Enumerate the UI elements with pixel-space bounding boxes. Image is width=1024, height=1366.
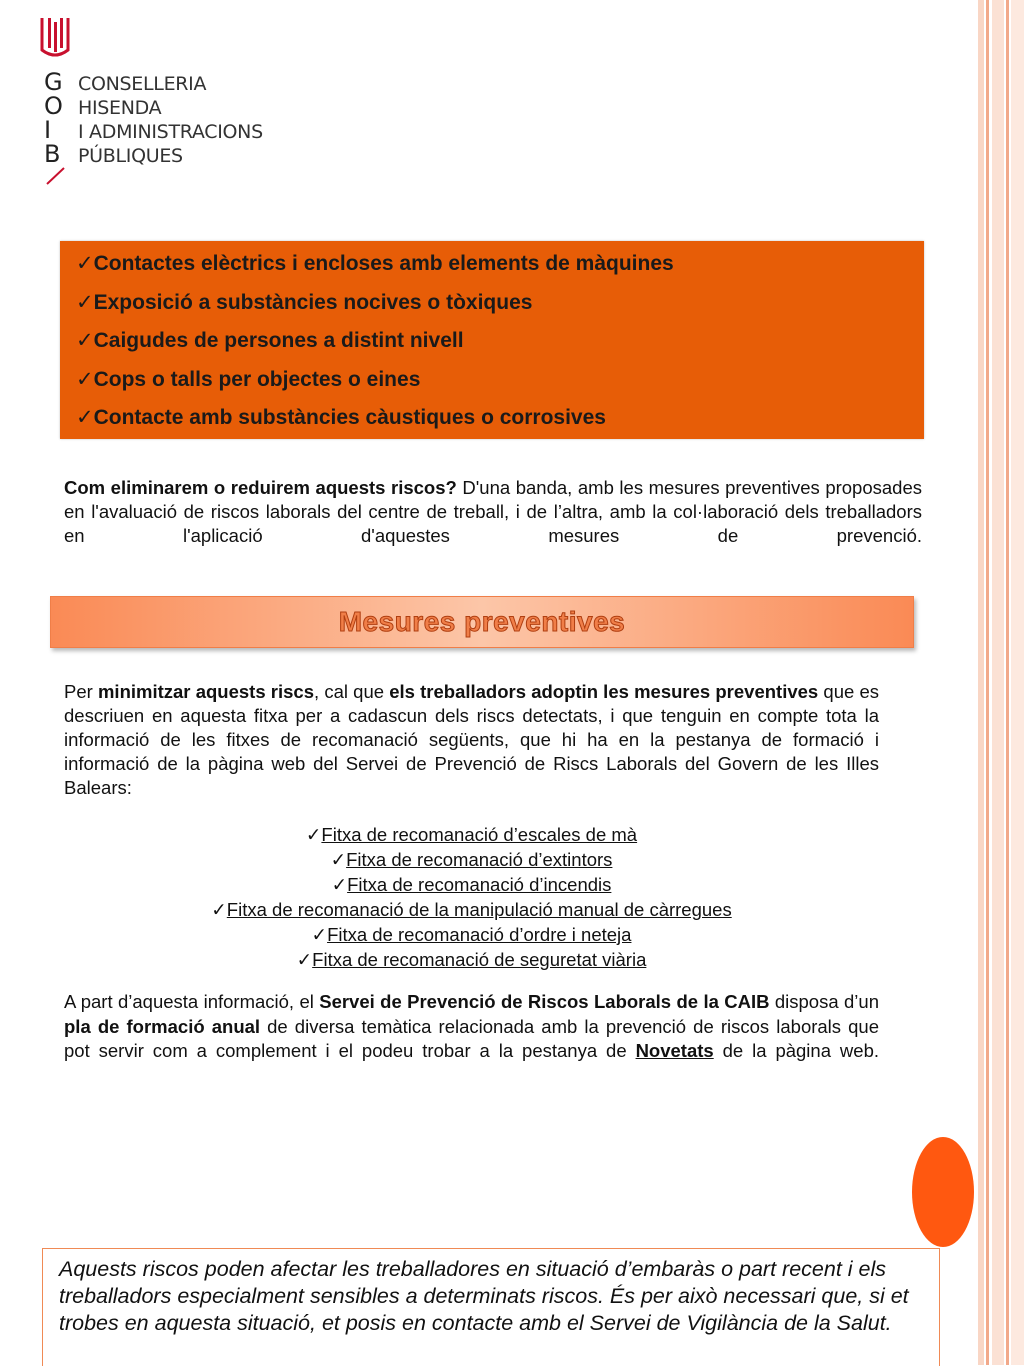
logo-letter: O xyxy=(44,92,63,120)
logo-letter: G xyxy=(44,68,63,96)
logo-line: HISENDA xyxy=(78,97,162,119)
novetats-link[interactable]: Novetats xyxy=(635,1040,714,1061)
health-note-box xyxy=(42,1248,940,1366)
list-item: ✓Exposició a substàncies nocives o tòxiques xyxy=(76,289,533,314)
checkmark-icon: ✓ xyxy=(211,900,227,921)
section-title: Mesures preventives xyxy=(338,606,626,637)
logo-line: I ADMINISTRACIONS xyxy=(78,121,263,143)
checkmark-icon: ✓ xyxy=(76,289,94,314)
checkmark-icon: ✓ xyxy=(331,875,348,896)
list-item: ✓Contacte amb substàncies càustiques o corrosives xyxy=(76,405,606,430)
logo-letters xyxy=(44,70,68,166)
recommendation-link[interactable]: ✓Fitxa de recomanació d’incendis xyxy=(331,874,612,896)
checkmark-icon: ✓ xyxy=(76,366,94,391)
intro-question: Com eliminarem o reduirem aquests riscos? xyxy=(64,477,457,498)
risk-list-box xyxy=(60,241,924,439)
checkmark-icon: ✓ xyxy=(296,950,313,971)
goib-emblem-icon xyxy=(40,16,70,58)
measures-paragraph: Per minimitzar aquests riscs, cal que els treballadors adoptin les mesures preventives que es descriuen en aquesta fitxa per a cadascun dels riscs detectats, i que tenguin en compte tota la informació de les fitxes de recomanació següents, que hi ha en la pestanya de formació i informació de la pàgina web del Servei de Prevenció de Riscs Laborals del Govern de les Illes Balears: xyxy=(64,681,879,798)
recommendation-links xyxy=(64,823,879,973)
decorative-edge-stripe xyxy=(978,0,984,1365)
training-paragraph: A part d’aquesta informació, el Servei de Prevenció de Riscos Laborals de la CAIB disposa d’un pla de formació anual de diversa temàtica relacionada amb la prevenció de riscos laborals que pot servir com a complement i el podeu trobar a la pestanya de Novetats de la pàgina web. xyxy=(64,991,879,1061)
decorative-edge-stripe xyxy=(1011,0,1024,1365)
recommendation-link[interactable]: ✓Fitxa de recomanació de seguretat viària xyxy=(296,949,647,971)
list-item: ✓Contactes elèctrics i encloses amb elements de màquines xyxy=(76,251,674,275)
section-banner xyxy=(50,596,914,648)
decorative-dot xyxy=(912,1137,974,1247)
checkmark-icon: ✓ xyxy=(76,328,94,353)
logo-line: CONSELLERIA xyxy=(78,73,207,95)
decorative-edge-stripe xyxy=(1006,0,1009,1365)
checkmark-icon: ✓ xyxy=(330,850,347,871)
list-item: ✓Caigudes de persones a distint nivell xyxy=(76,328,464,353)
recommendation-link[interactable]: ✓Fitxa de recomanació d’ordre i neteja xyxy=(311,924,632,946)
logo-slash-icon xyxy=(46,166,66,186)
logo-line: PÚBLIQUES xyxy=(78,145,183,167)
checkmark-icon: ✓ xyxy=(305,825,322,846)
risk-list xyxy=(60,241,924,442)
health-note-text: Aquests riscos poden afectar les treballadores en situació d’embaràs o part recent i els treballadors especialment sensibles a determinats riscos. És per això necessari que, si et trobes en aquesta situació, et posis en contacte amb el Servei de Vigilància de la Salut. xyxy=(59,1257,909,1335)
recommendation-link[interactable]: ✓Fitxa de recomanació de la manipulació manual de càrregues xyxy=(211,899,732,921)
decorative-edge-stripe xyxy=(986,0,989,1365)
checkmark-icon: ✓ xyxy=(76,251,94,275)
recommendation-link[interactable]: ✓Fitxa de recomanació d’escales de mà xyxy=(305,824,638,846)
logo-letter: I xyxy=(44,116,52,144)
list-item: ✓Cops o talls per objectes o eines xyxy=(76,366,421,391)
checkmark-icon: ✓ xyxy=(311,925,328,946)
decorative-edge-stripe xyxy=(992,0,1004,1365)
recommendation-link[interactable]: ✓Fitxa de recomanació d’extintors xyxy=(330,849,613,871)
logo-department-name xyxy=(78,72,263,168)
logo-letter: B xyxy=(44,140,61,168)
intro-paragraph xyxy=(64,476,922,548)
intro-answer: D'una banda, amb les mesures preventives proposades en l'avaluació de riscos laborals del centre de treball, i de l’altra, amb la col·laboració dels treballadors en l'aplicació d'aquestes mesures de prevenció. xyxy=(64,477,923,546)
checkmark-icon: ✓ xyxy=(76,405,94,430)
